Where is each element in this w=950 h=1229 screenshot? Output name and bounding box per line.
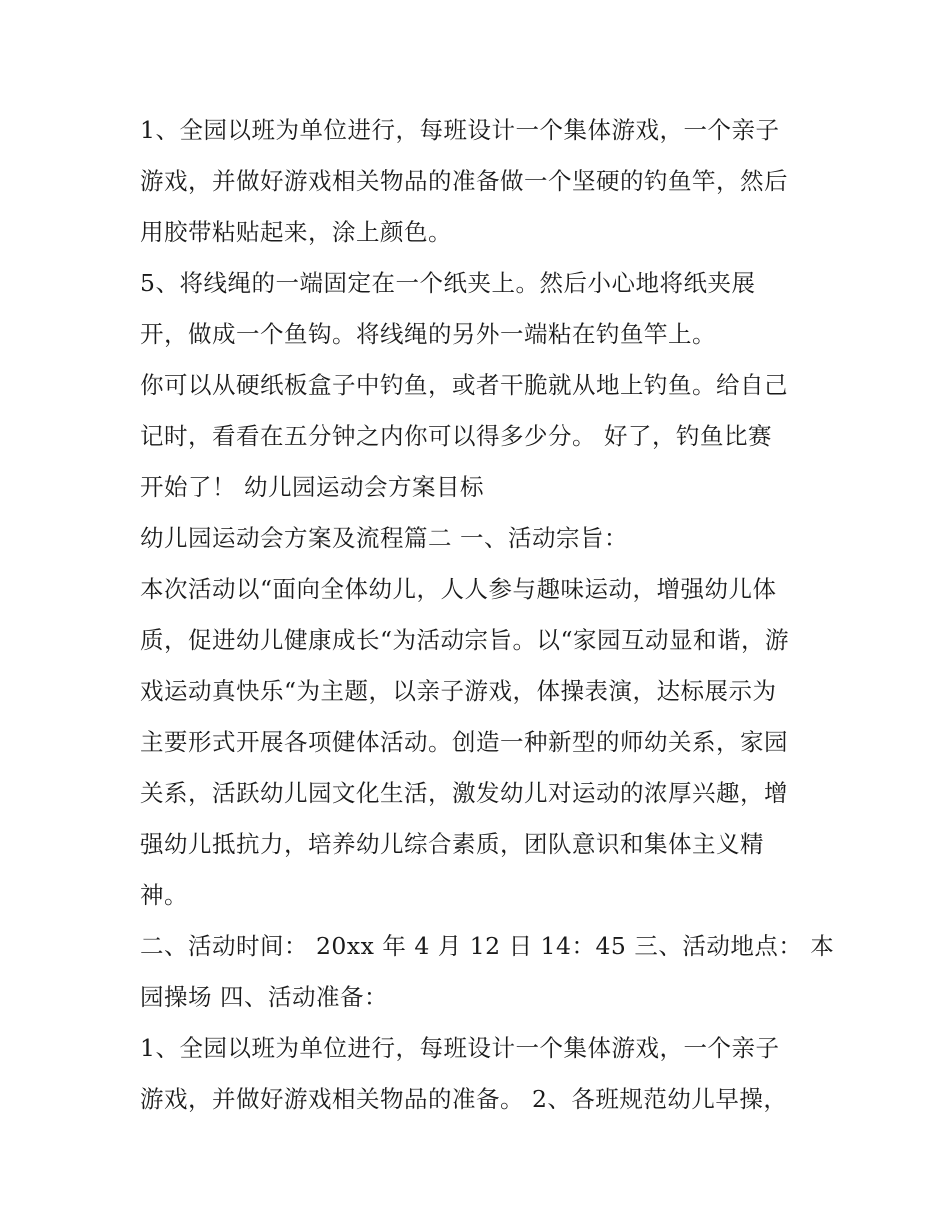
text-line: 质，促进幼儿健康成长“为活动宗旨。以“家园互动显和谐，游 — [140, 626, 790, 654]
text-line: 强幼儿抵抗力，培养幼儿综合素质，团队意识和集体主义精 — [140, 830, 764, 858]
paragraph-3 — [140, 360, 820, 513]
text-line: 主要形式开展各项健体活动。创造一种新型的师幼关系，家园 — [140, 728, 788, 756]
paragraph-time-place — [140, 921, 835, 1023]
text-line: 游戏，并做好游戏相关物品的准备做一个坚硬的钓鱼竿，然后 — [140, 167, 788, 195]
text-line: 本次活动以“面向全体幼儿，人人参与趣味运动，增强幼儿体 — [140, 575, 777, 603]
section-heading-purpose — [140, 513, 820, 564]
text-line: 1、全园以班为单位进行，每班设计一个集体游戏，一个亲子 — [140, 116, 780, 144]
text-line: 游戏，并做好游戏相关物品的准备。 2、各班规范幼儿早操， — [140, 1085, 788, 1113]
text-line: 5、将线绳的一端固定在一个纸夹上。然后小心地将纸夹展 — [140, 269, 756, 297]
text-line: 戏运动真快乐“为主题，以亲子游戏，体操表演，达标展示为 — [140, 677, 777, 705]
text-line: 记时，看看在五分钟之内你可以得多少分。 好了，钓鱼比赛 — [140, 422, 772, 450]
paragraph-preparation — [140, 1023, 820, 1125]
text-line: 你可以从硬纸板盒子中钓鱼，或者干脆就从地上钓鱼。给自己 — [140, 371, 788, 399]
text-line: 关系，活跃幼儿园文化生活，激发幼儿对运动的浓厚兴趣，增 — [140, 779, 788, 807]
paragraph-purpose-body — [140, 564, 820, 921]
text-line: 开始了！ 幼儿园运动会方案目标 — [140, 473, 484, 501]
document-body — [140, 105, 835, 1125]
text-line: 用胶带粘贴起来，涂上颜色。 — [140, 218, 452, 246]
text-line: 二、活动时间： 20xx 年 4 月 12 日 14：45 三、活动地点： 本 — [140, 932, 835, 960]
paragraph-2 — [140, 258, 820, 360]
text-line: 神。 — [140, 881, 188, 909]
text-line: 幼儿园运动会方案及流程篇二 一、活动宗旨： — [140, 524, 628, 552]
paragraph-1 — [140, 105, 820, 258]
text-line: 园操场 四、活动准备： — [140, 983, 388, 1011]
text-line: 1、全园以班为单位进行，每班设计一个集体游戏，一个亲子 — [140, 1034, 780, 1062]
text-line: 开，做成一个鱼钩。将线绳的另外一端粘在钓鱼竿上。 — [140, 320, 716, 348]
